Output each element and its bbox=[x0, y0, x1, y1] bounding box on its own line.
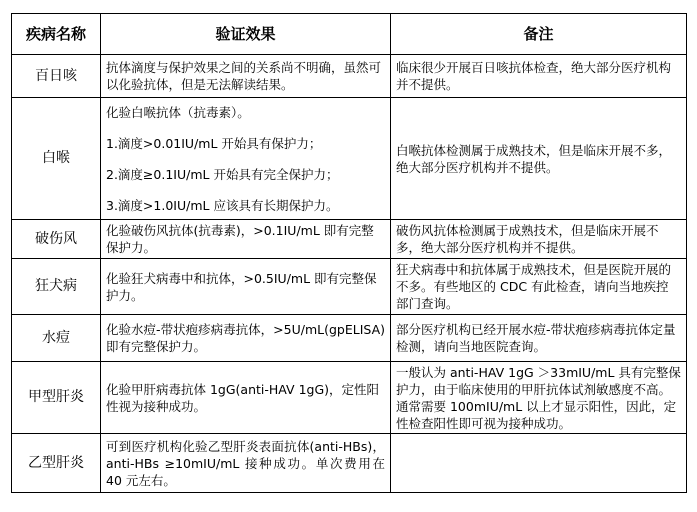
disease-name-cell: 破伤风 bbox=[12, 220, 101, 259]
header-disease-name: 疾病名称 bbox=[12, 14, 101, 55]
disease-name-cell: 乙型肝炎 bbox=[12, 434, 101, 493]
disease-name-cell: 白喉 bbox=[12, 98, 101, 220]
effect-item: 3.滴度>1.0IU/mL 应该具有长期保护力。 bbox=[106, 197, 339, 213]
vaccine-antibody-table bbox=[11, 13, 687, 493]
remarks-cell: 破伤风抗体检测属于成熟技术，但是临床开展不多，绝大部分医疗机构并不提供。 bbox=[391, 220, 687, 259]
verification-effect-cell: 化验甲肝病毒抗体 1gG(anti-HAV 1gG)，定性阳性视为接种成功。 bbox=[101, 362, 391, 434]
remarks-cell: 一般认为 anti-HAV 1gG ＞33mIU/mL 具有完整保护力，由于临床使用的甲肝抗体试剂敏感度不高。通常需要 100mIU/mL 以上才显示阳性，因此，定性检查阳性即可视为接种成功。 bbox=[391, 362, 687, 434]
effect-intro-text: 化验白喉抗体（抗毒素）。 bbox=[106, 104, 250, 120]
effect-item: 1.滴度>0.01IU/mL 开始具有保护力； bbox=[106, 135, 322, 151]
table-row bbox=[12, 55, 687, 98]
verification-effect-cell: 可到医疗机构化验乙型肝炎表面抗体(anti-HBs)，anti-HBs ≥10mIU/mL 接种成功。单次费用在 40 元左右。 bbox=[101, 434, 391, 493]
verification-effect-cell: 抗体滴度与保护效果之间的关系尚不明确，虽然可以化验抗体，但是无法解读结果。 bbox=[101, 55, 391, 98]
verification-effect-cell: 化验水痘-带状疱疹病毒抗体，>5U/mL(gpELISA)即有完整保护力。 bbox=[101, 315, 391, 362]
remarks-cell bbox=[391, 434, 687, 493]
table-row bbox=[12, 315, 687, 362]
disease-name-cell: 百日咳 bbox=[12, 55, 101, 98]
disease-name-cell: 水痘 bbox=[12, 315, 101, 362]
remarks-cell: 临床很少开展百日咳抗体检查，绝大部分医疗机构并不提供。 bbox=[391, 55, 687, 98]
effect-item: 2.滴度≥0.1IU/mL 开始具有完全保护力； bbox=[106, 166, 339, 182]
disease-name-cell: 甲型肝炎 bbox=[12, 362, 101, 434]
table-row bbox=[12, 98, 687, 220]
disease-name-cell: 狂犬病 bbox=[12, 259, 101, 315]
verification-effect-cell bbox=[101, 98, 391, 220]
verification-effect-cell: 化验破伤风抗体(抗毒素)，>0.1IU/mL 即有完整保护力。 bbox=[101, 220, 391, 259]
table-row bbox=[12, 259, 687, 315]
vaccine-antibody-table-container bbox=[11, 13, 687, 493]
table-row bbox=[12, 362, 687, 434]
header-verification-effect: 验证效果 bbox=[101, 14, 391, 55]
remarks-cell: 部分医疗机构已经开展水痘-带状疱疹病毒抗体定量检测，请向当地医院查询。 bbox=[391, 315, 687, 362]
table-row bbox=[12, 434, 687, 493]
remarks-cell: 狂犬病毒中和抗体属于成熟技术，但是医院开展的不多。有些地区的 CDC 有此检查，请向当地疾控部门查询。 bbox=[391, 259, 687, 315]
table-row bbox=[12, 220, 687, 259]
verification-effect-cell: 化验狂犬病毒中和抗体，>0.5IU/mL 即有完整保护力。 bbox=[101, 259, 391, 315]
table-header-row bbox=[12, 14, 687, 55]
header-remarks: 备注 bbox=[391, 14, 687, 55]
remarks-cell: 白喉抗体检测属于成熟技术，但是临床开展不多，绝大部分医疗机构并不提供。 bbox=[391, 98, 687, 220]
